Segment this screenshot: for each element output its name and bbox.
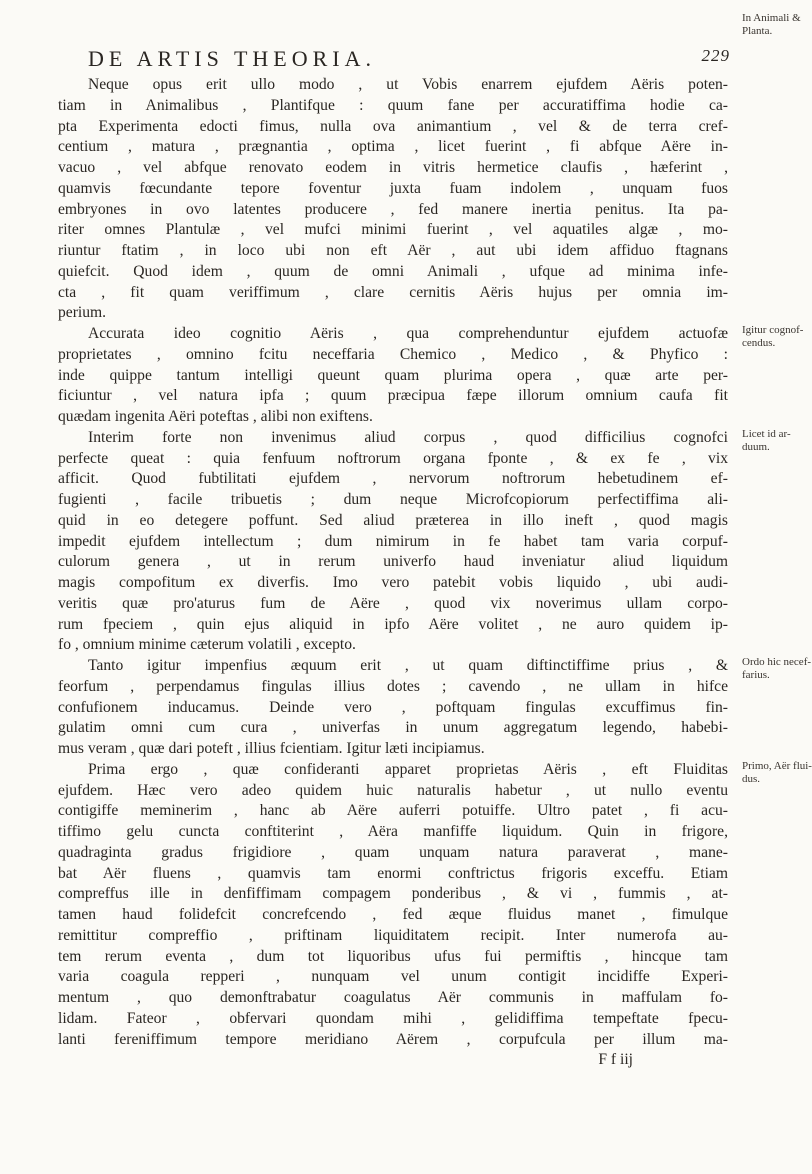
text-line: rum fpeciem , quin ejus aliquid in ipfo Aëre volitet , ne auro quidem ip-: [58, 615, 728, 633]
text-line: fo , omnium minime cæterum volatili , excepto.: [58, 636, 356, 654]
margin-note-line: Igitur cognof-: [742, 324, 804, 336]
text-line: veritis quæ pro'aturus fum de Aëre , quod vix noverimus ullam corpo-: [58, 594, 728, 612]
text-line: tem rerum eventa , dum tot liquoribus ufus fui permiftis , hincque tam: [58, 947, 728, 965]
text-line: pta Experimenta edocti fimus, nulla ova animantium , vel & de terra cref-: [58, 117, 728, 135]
text-line: quædam ingenita Aëri poteftas , alibi non exiftens.: [58, 408, 373, 425]
text-line: bat Aër fluens , quamvis tam enormi conftrictus frigoris exceffu. Etiam: [58, 864, 728, 882]
text-line: lidam. Fateor , obfervari quondam mihi , gelidiffima tempeftate fpecu-: [58, 1009, 728, 1027]
text-line: ficiuntur , vel natura ipfa ; quum præcipua fæpe illorum omnium caufa fit: [58, 387, 728, 405]
page-number: 229: [701, 46, 730, 65]
text-line: Tanto igitur impenfius æquum erit , ut quam diftinctiffime prius , &: [88, 657, 728, 674]
text-line: embryones in ovo latentes producere , fed manere inertia penitus. Ita pa-: [58, 200, 728, 218]
text-line: mus veram , quæ dari poteft , illius fcientiam. Igitur læti incipiamus.: [58, 740, 485, 757]
text-line: fugienti , facile tribuetis ; dum neque Microfcopiorum perfectiffima ali-: [58, 491, 728, 508]
margin-note-cognoscendus: [742, 324, 804, 350]
text-line: tiam in Animalibus , Plantifque : quum fane per accuratiffima hodie ca-: [58, 96, 728, 114]
margin-note-line: In Animali &: [742, 12, 801, 24]
running-head: [88, 46, 730, 74]
margin-note-line: Primo, Aër flui-: [742, 760, 812, 772]
text-line: afficit. Quod fubtilitati ejufdem , nervorum noftrorum hebetudinem ef-: [58, 470, 728, 488]
text-line: feorfum , perpendamus fingulas illius dotes ; cavendo , ne ullam in hifce: [58, 677, 728, 695]
body-text: [58, 75, 728, 1071]
margin-note-line: farius.: [742, 669, 770, 681]
margin-note-line: dus.: [742, 773, 761, 785]
text-line: varia coagula repperi , nunquam vel unum contigit incidiffe Experi-: [58, 968, 728, 986]
text-line: quiefcit. Quod idem , quum de omni Animali , ufque ad minima infe-: [58, 262, 728, 280]
text-line: culorum genera , ut in rerum univerfo haud inveniatur aliud liquidum: [58, 553, 728, 571]
margin-note-line: Licet id ar-: [742, 428, 791, 440]
text-line: lanti fereniffimum tempore meridiano Aërem , corpufcula per illum ma-: [58, 1030, 728, 1048]
margin-note-line: cendus.: [742, 337, 776, 349]
text-line: confufionem inducamus. Deinde vero , poftquam fingulas excuffimus fin-: [58, 698, 728, 716]
text-line: riuntur ftatim , in loco ubi non eft Aër , aut ubi idem affiduo ftagnans: [58, 242, 728, 259]
text-line: impedit ejufdem intellectum ; dum nimirum in fe habet tam varia corpuf-: [58, 532, 728, 550]
text-line: remittitur compreffio , priftinam liquiditatem recipit. Inter numerofa au-: [58, 926, 728, 944]
text-line: Interim forte non invenimus aliud corpus , quod difficilius cognofci: [88, 428, 728, 446]
text-line: gulatim omni cum cura , univerfas in unum aggregatum legendo, habebi-: [58, 719, 728, 737]
text-line: tamen haud folidefcit concrefcendo , fed æque fluidus manet , fimulque: [58, 906, 728, 923]
text-line: riter omnes Plantulæ , vel mufci minimi fuerint , vel aquatiles algæ , mo-: [58, 221, 728, 239]
text-line: Neque opus erit ullo modo , ut Vobis enarrem ejufdem Aëris poten-: [88, 76, 728, 93]
margin-note-line: Planta.: [742, 25, 773, 37]
margin-note-animal-plant: [742, 12, 800, 38]
text-line: ejufdem. Hæc vero adeo quidem huic naturalis habetur , ut nullo eventu: [58, 781, 728, 799]
margin-note-fluidus: [742, 760, 812, 786]
text-line: Prima ergo , quæ confideranti apparet proprietas Aëris , eft Fluiditas: [88, 760, 728, 778]
text-line: cta , fit quam veriffimum , clare cernitis Aëris hujus per omnia im-: [58, 283, 728, 301]
running-title: DE ARTIS THEORIA.: [88, 46, 376, 71]
signature-mark: F f iij: [598, 1051, 633, 1069]
text-line: magis compofitum ex diverfis. Imo vero patebit vobis liquido , ubi audi-: [58, 574, 728, 591]
text-line: mentum , quo demonftrabatur coagulatus Aër communis in maffulam fo-: [58, 989, 728, 1006]
text-line: centium , matura , prægnantia , optima , licet fuerint , fi abfque Aëre in-: [58, 138, 728, 156]
margin-note-line: duum.: [742, 441, 770, 453]
margin-note-ordo: [742, 656, 812, 682]
margin-note-line: Ordo hic necef-: [742, 656, 812, 668]
text-line: compreffus ille in denfiffimam compagem ponderibus , & vi , fummis , at-: [58, 885, 728, 903]
text-line: quadraginta gradus frigidiore , quam unquam natura paraverat , mane-: [58, 843, 728, 861]
text-line: vacuo , vel abfque renovato eodem in vitris hermetice claufis , hæferint ,: [58, 159, 728, 176]
text-line: quid in eo detegere poffunt. Sed aliud præterea in illo ineft , quod magis: [58, 511, 728, 529]
text-line: perfecte queat : quia fenfuum noftrorum organa fponte , & ex fe , vix: [58, 449, 728, 467]
text-line: inde quippe tantum intelligi queunt quam plurima opera , quæ arte per-: [58, 366, 728, 384]
text-line: Accurata ideo cognitio Aëris , qua comprehenduntur ejufdem actuofæ: [88, 325, 728, 342]
text-line: quamvis fœcundante tepore foventur juxta fuam indolem , unquam fuos: [58, 179, 728, 197]
text-line: contigiffe meminerim , hanc ab Aëre auferri potuiffe. Ultro patet , fi acu-: [58, 802, 728, 820]
margin-note-arduum: [742, 428, 800, 454]
text-line: proprietates , omnino fcitu neceffaria Chemico , Medico , & Phyfico :: [58, 345, 728, 363]
text-line: tiffimo gelu cuncta conftiterint , Aëra manfiffe liquidum. Quin in frigore,: [58, 823, 728, 840]
text-line: perium.: [58, 304, 107, 322]
